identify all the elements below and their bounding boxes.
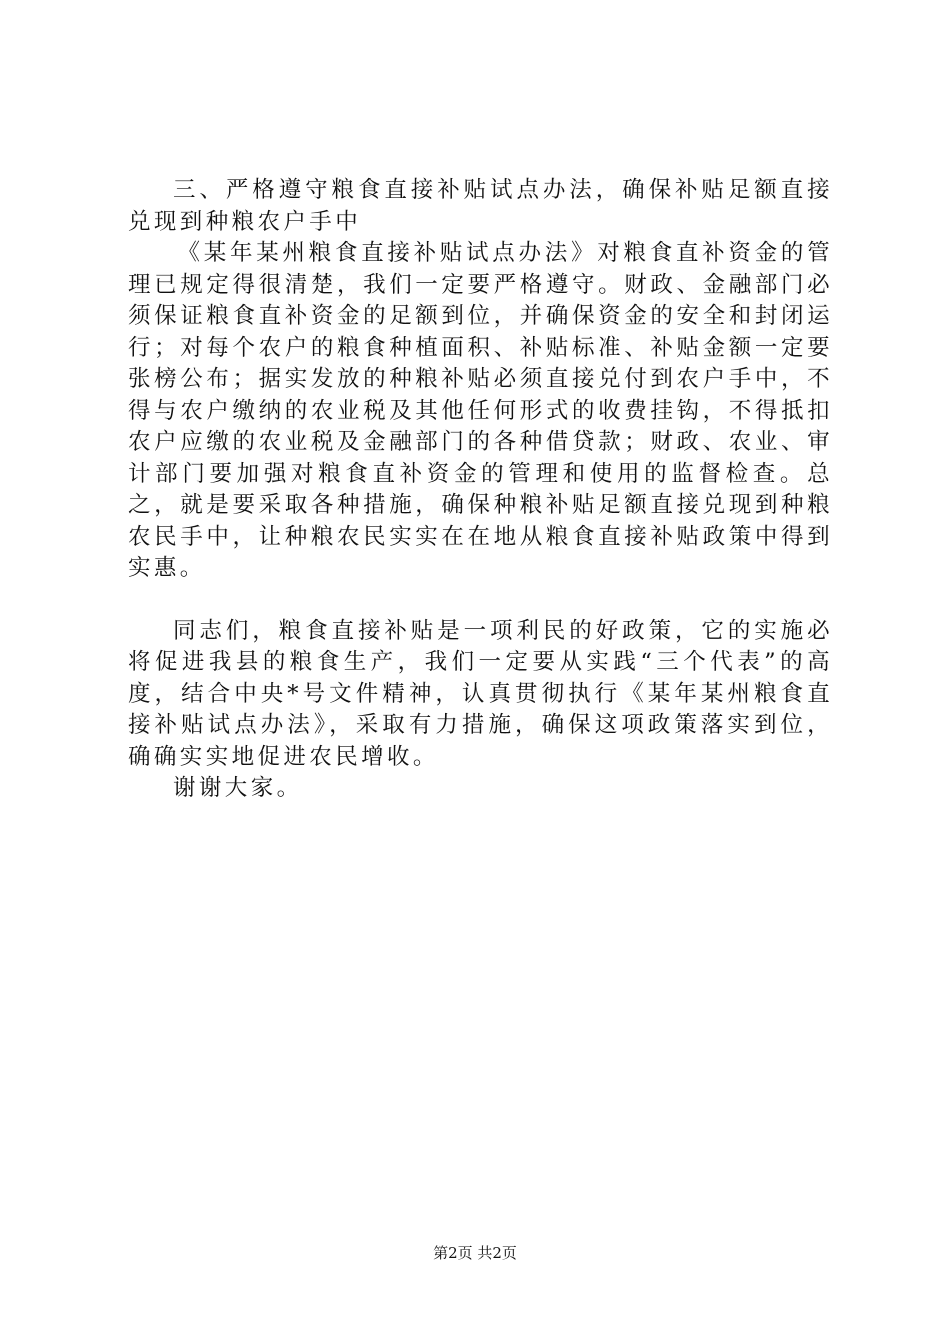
body-paragraph-2: 同志们，粮食直接补贴是一项利民的好政策，它的实施必将促进我县的粮食生产，我们一定要从实践“三个代表”的高度，结合中央*号文件精神，认真贯彻执行《某年某州粮食直接补贴试点办法》，采取有力措施，确保这项政策落实到位，确确实实地促进农民增收。: [128, 617, 833, 770]
page-number: 第2页 共2页: [433, 1244, 517, 1262]
body-paragraph-1: 《某年某州粮食直接补贴试点办法》对粮食直补资金的管理已规定得很清楚，我们一定要严格遵守。财政、金融部门必须保证粮食直补资金的足额到位，并确保资金的安全和封闭运行；对每个农户的粮食种植面积、补贴标准、补贴金额一定要张榜公布；据实发放的种粮补贴必须直接兑付到农户手中，不得与农户缴纳的农业税及其他任何形式的收费挂钩，不得抵扣农户应缴的农业税及金融部门的各种借贷款；财政、农业、审计部门要加强对粮食直补资金的管理和使用的监督检查。总之，就是要采取各种措施，确保种粮补贴足额直接兑现到种粮农民手中，让种粮农民实实在在地从粮食直接补贴政策中得到实惠。: [128, 240, 833, 581]
page-footer: [0, 1243, 950, 1263]
section-heading: 三、严格遵守粮食直接补贴试点办法，确保补贴足额直接兑现到种粮农户手中: [128, 177, 833, 235]
closing-line: 谢谢大家。: [173, 775, 303, 801]
paragraph-spacer: [128, 585, 833, 616]
document-body: [128, 175, 833, 805]
